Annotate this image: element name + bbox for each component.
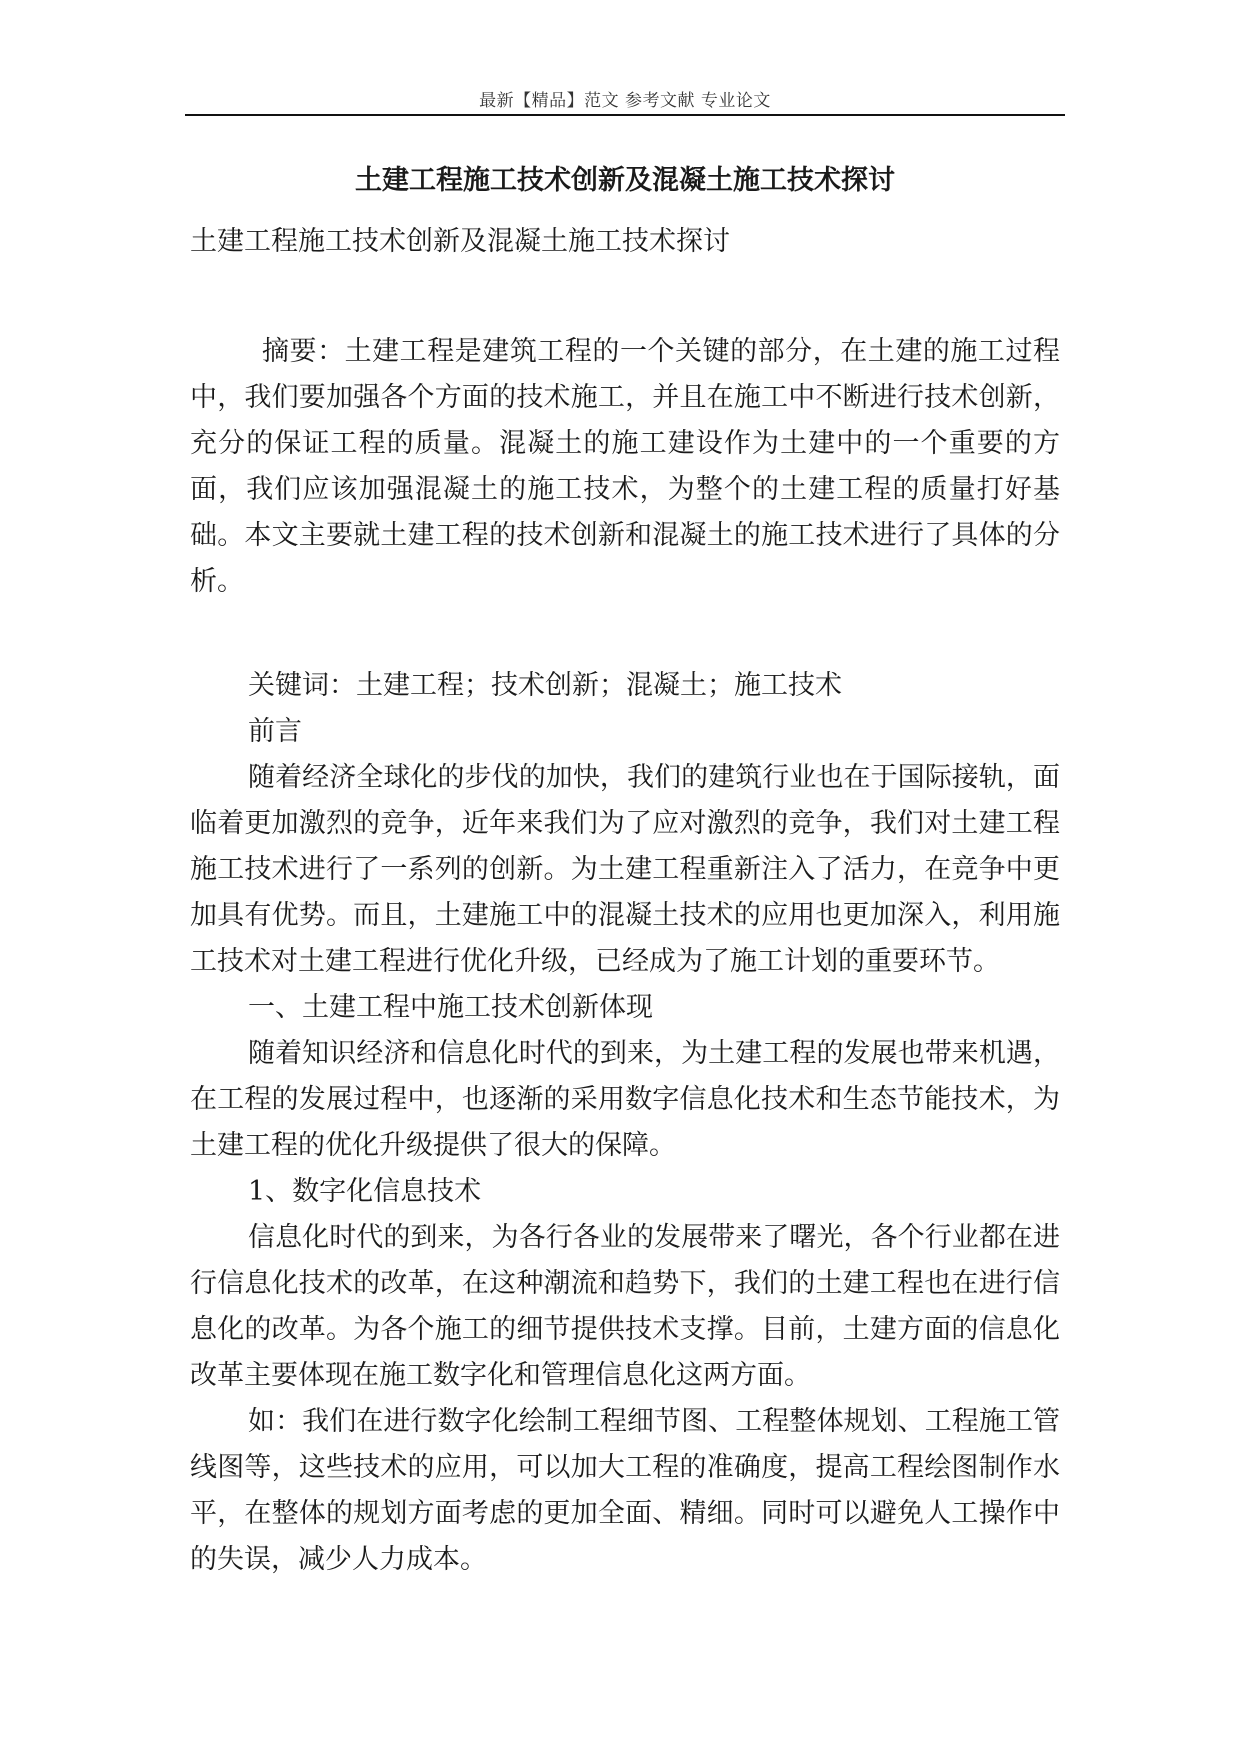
preface-heading: 前言 bbox=[248, 716, 302, 747]
subsection-1-paragraph-1: 信息化时代的到来，为各行各业的发展带来了曙光，各个行业都在进行信息化技术的改革，在这种潮流和趋势下，我们的土建工程也在进行信息化的改革。为各个施工的细节提供技术支撑。目前，土建方面的信息化改革主要体现在施工数字化和管理信息化这两方面。 bbox=[190, 1222, 1060, 1391]
section-1-paragraph: 随着知识经济和信息化时代的到来，为土建工程的发展也带来机遇，在工程的发展过程中，也逐渐的采用数字信息化技术和生态节能技术，为土建工程的优化升级提供了很大的保障。 bbox=[190, 1038, 1060, 1161]
subsection-1-heading: 1、数字化信息技术 bbox=[248, 1176, 482, 1207]
running-header: 最新【精品】范文 参考文献 专业论文 bbox=[479, 91, 771, 111]
document-title: 土建工程施工技术创新及混凝土施工技术探讨 bbox=[355, 165, 895, 196]
header-rule bbox=[185, 114, 1065, 116]
document-body bbox=[190, 219, 1060, 1583]
document-subtitle: 土建工程施工技术创新及混凝土施工技术探讨 bbox=[190, 226, 730, 257]
spacer bbox=[190, 605, 1060, 663]
spacer bbox=[190, 265, 1060, 311]
section-1-heading: 一、土建工程中施工技术创新体现 bbox=[248, 992, 653, 1023]
keywords-line: 关键词：土建工程；技术创新；混凝土；施工技术 bbox=[248, 670, 842, 701]
subsection-1-paragraph-2: 如：我们在进行数字化绘制工程细节图、工程整体规划、工程施工管线图等，这些技术的应用，可以加大工程的准确度，提高工程绘图制作水平，在整体的规划方面考虑的更加全面、精细。同时可以避免人工操作中的失误，减少人力成本。 bbox=[190, 1406, 1060, 1575]
preface-paragraph: 随着经济全球化的步伐的加快，我们的建筑行业也在于国际接轨，面临着更加激烈的竞争，近年来我们为了应对激烈的竞争，我们对土建工程施工技术进行了一系列的创新。为土建工程重新注入了活力，在竞争中更加具有优势。而且，土建施工中的混凝土技术的应用也更加深入，利用施工技术对土建工程进行优化升级，已经成为了施工计划的重要环节。 bbox=[190, 762, 1060, 977]
abstract-paragraph: 摘要：土建工程是建筑工程的一个关键的部分，在土建的施工过程中，我们要加强各个方面的技术施工，并且在施工中不断进行技术创新，充分的保证工程的质量。混凝土的施工建设作为土建中的一个重要的方面，我们应该加强混凝土的施工技术，为整个的土建工程的质量打好基础。本文主要就土建工程的技术创新和混凝土的施工技术进行了具体的分析。 bbox=[190, 336, 1060, 597]
